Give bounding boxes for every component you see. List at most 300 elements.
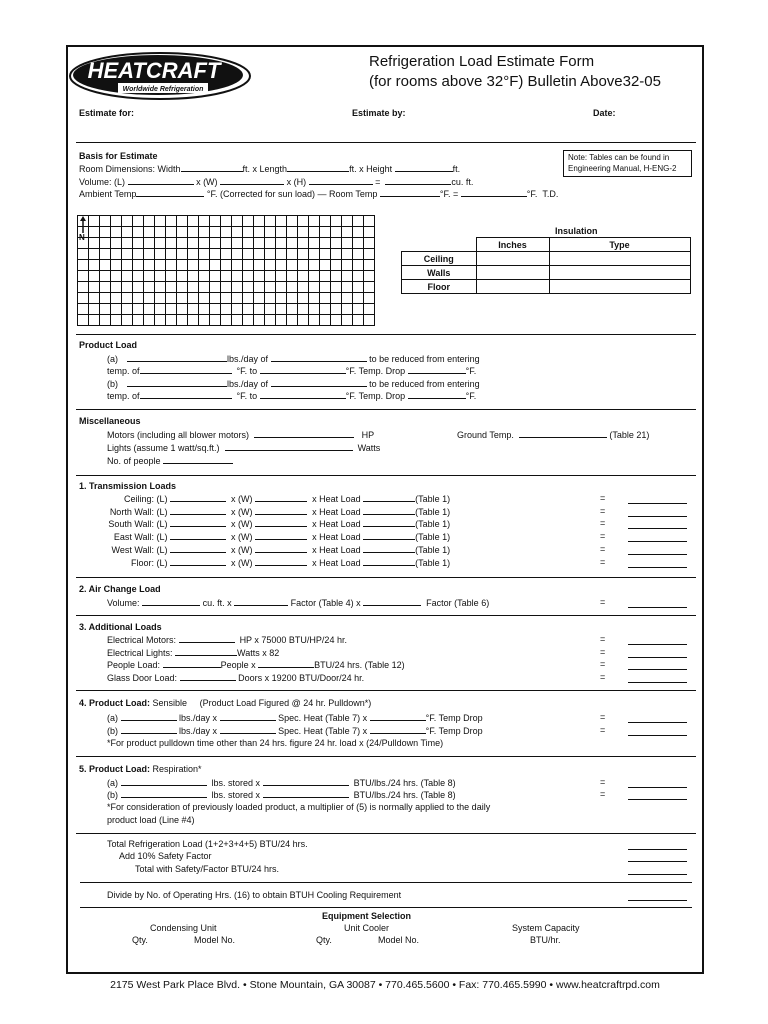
width-field[interactable] [255, 493, 307, 502]
grid-cell[interactable] [309, 304, 320, 315]
grid-cell[interactable] [254, 216, 265, 227]
grid-cell[interactable] [78, 282, 89, 293]
length-field[interactable] [170, 531, 226, 540]
grid-cell[interactable] [155, 249, 166, 260]
grid-cell[interactable] [342, 216, 353, 227]
people-input[interactable] [163, 659, 221, 668]
floor-inches-cell[interactable] [476, 280, 549, 294]
grid-cell[interactable] [232, 315, 243, 326]
grid-cell[interactable] [89, 227, 100, 238]
grid-cell[interactable] [144, 315, 155, 326]
grid-cell[interactable] [133, 271, 144, 282]
grid-cell[interactable] [155, 304, 166, 315]
grid-cell[interactable] [122, 227, 133, 238]
grid-cell[interactable] [232, 227, 243, 238]
grid-cell[interactable] [364, 282, 375, 293]
grid-cell[interactable] [210, 282, 221, 293]
resp-a-btu[interactable] [263, 777, 349, 786]
ambient-temp-field[interactable] [136, 188, 204, 197]
grid-cell[interactable] [309, 249, 320, 260]
grid-cell[interactable] [331, 227, 342, 238]
grid-cell[interactable] [353, 282, 364, 293]
grid-cell[interactable] [100, 249, 111, 260]
grid-cell[interactable] [199, 227, 210, 238]
grid-cell[interactable] [177, 216, 188, 227]
grid-cell[interactable] [210, 249, 221, 260]
btuh-field[interactable] [628, 892, 687, 901]
grid-cell[interactable] [199, 315, 210, 326]
grid-cell[interactable] [89, 293, 100, 304]
grid-cell[interactable] [342, 315, 353, 326]
grid-cell[interactable] [221, 238, 232, 249]
grid-cell[interactable] [232, 238, 243, 249]
grid-cell[interactable] [221, 315, 232, 326]
grid-cell[interactable] [254, 227, 265, 238]
grid-cell[interactable] [166, 238, 177, 249]
grid-cell[interactable] [122, 293, 133, 304]
grid-cell[interactable] [166, 282, 177, 293]
grid-cell[interactable] [144, 260, 155, 271]
grid-cell[interactable] [111, 315, 122, 326]
volume-l-field[interactable] [128, 176, 194, 185]
grid-cell[interactable] [243, 249, 254, 260]
grid-cell[interactable] [265, 282, 276, 293]
grid-cell[interactable] [188, 227, 199, 238]
grid-cell[interactable] [122, 282, 133, 293]
grid-cell[interactable] [199, 293, 210, 304]
grid-cell[interactable] [100, 216, 111, 227]
grid-cell[interactable] [133, 315, 144, 326]
width-field[interactable] [255, 557, 307, 566]
grid-cell[interactable] [199, 249, 210, 260]
sensible-b-lbs[interactable] [121, 725, 177, 734]
floor-plan-grid[interactable] [77, 215, 375, 326]
grid-cell[interactable] [188, 249, 199, 260]
sensible-a-result[interactable] [628, 714, 687, 723]
sensible-a-lbs[interactable] [121, 712, 177, 721]
grid-cell[interactable] [298, 282, 309, 293]
motors-hp-field[interactable] [254, 429, 354, 438]
product-b-drop-field[interactable] [408, 390, 466, 399]
heat-load-field[interactable] [363, 544, 415, 553]
ground-temp-field[interactable] [519, 429, 607, 438]
transmission-result[interactable] [628, 520, 687, 529]
sensible-a-drop[interactable] [370, 712, 426, 721]
grid-cell[interactable] [232, 216, 243, 227]
grid-cell[interactable] [177, 282, 188, 293]
volume-h-field[interactable] [309, 176, 373, 185]
grid-cell[interactable] [276, 315, 287, 326]
grid-cell[interactable] [155, 315, 166, 326]
transmission-result[interactable] [628, 533, 687, 542]
grid-cell[interactable] [89, 304, 100, 315]
resp-a-result[interactable] [628, 779, 687, 788]
grid-cell[interactable] [210, 238, 221, 249]
grid-cell[interactable] [287, 238, 298, 249]
grid-cell[interactable] [78, 293, 89, 304]
grid-cell[interactable] [298, 249, 309, 260]
grid-cell[interactable] [78, 304, 89, 315]
grid-cell[interactable] [122, 271, 133, 282]
grid-cell[interactable] [331, 271, 342, 282]
grid-cell[interactable] [265, 260, 276, 271]
width-field[interactable] [255, 531, 307, 540]
volume-total-field[interactable] [385, 176, 451, 185]
grid-cell[interactable] [232, 282, 243, 293]
grid-cell[interactable] [364, 238, 375, 249]
grid-cell[interactable] [342, 260, 353, 271]
grid-cell[interactable] [298, 315, 309, 326]
grid-cell[interactable] [221, 249, 232, 260]
grid-cell[interactable] [309, 282, 320, 293]
length-field[interactable] [287, 163, 349, 172]
grid-cell[interactable] [331, 216, 342, 227]
grid-cell[interactable] [309, 216, 320, 227]
grid-cell[interactable] [353, 216, 364, 227]
length-field[interactable] [170, 544, 226, 553]
grid-cell[interactable] [298, 304, 309, 315]
grid-cell[interactable] [364, 227, 375, 238]
grid-cell[interactable] [353, 293, 364, 304]
grid-cell[interactable] [111, 249, 122, 260]
air-volume-field[interactable] [142, 597, 200, 606]
grid-cell[interactable] [133, 304, 144, 315]
grid-cell[interactable] [320, 249, 331, 260]
grid-cell[interactable] [166, 304, 177, 315]
grid-cell[interactable] [276, 227, 287, 238]
resp-b-btu[interactable] [263, 789, 349, 798]
grid-cell[interactable] [298, 238, 309, 249]
grid-cell[interactable] [364, 315, 375, 326]
grid-cell[interactable] [111, 293, 122, 304]
total-load-field[interactable] [628, 841, 687, 850]
grid-cell[interactable] [100, 227, 111, 238]
grid-cell[interactable] [100, 238, 111, 249]
grid-cell[interactable] [298, 293, 309, 304]
transmission-result[interactable] [628, 508, 687, 517]
sensible-b-drop[interactable] [370, 725, 426, 734]
grid-cell[interactable] [111, 227, 122, 238]
grid-cell[interactable] [342, 304, 353, 315]
grid-cell[interactable] [298, 271, 309, 282]
grid-cell[interactable] [232, 271, 243, 282]
grid-cell[interactable] [188, 304, 199, 315]
grid-cell[interactable] [177, 238, 188, 249]
width-field[interactable] [181, 163, 243, 172]
grid-cell[interactable] [111, 260, 122, 271]
grid-cell[interactable] [100, 315, 111, 326]
grid-cell[interactable] [298, 216, 309, 227]
grid-cell[interactable] [265, 271, 276, 282]
grid-cell[interactable] [342, 249, 353, 260]
product-b-lbs-field[interactable] [127, 378, 227, 387]
grid-cell[interactable] [331, 304, 342, 315]
grid-cell[interactable] [188, 260, 199, 271]
grid-cell[interactable] [287, 249, 298, 260]
grid-cell[interactable] [122, 304, 133, 315]
additional-result[interactable] [628, 674, 687, 683]
grid-cell[interactable] [166, 260, 177, 271]
width-field[interactable] [255, 518, 307, 527]
grid-cell[interactable] [309, 271, 320, 282]
grid-cell[interactable] [353, 304, 364, 315]
length-field[interactable] [170, 518, 226, 527]
width-field[interactable] [255, 544, 307, 553]
air-factor6-field[interactable] [363, 597, 421, 606]
grid-cell[interactable] [254, 271, 265, 282]
grid-cell[interactable] [188, 293, 199, 304]
grid-cell[interactable] [265, 216, 276, 227]
grid-cell[interactable] [144, 238, 155, 249]
grid-cell[interactable] [320, 238, 331, 249]
grid-cell[interactable] [144, 304, 155, 315]
lights-watts-input[interactable] [175, 647, 237, 656]
grid-cell[interactable] [89, 260, 100, 271]
sensible-a-heat[interactable] [220, 712, 276, 721]
grid-cell[interactable] [287, 271, 298, 282]
grid-cell[interactable] [144, 282, 155, 293]
width-field[interactable] [255, 506, 307, 515]
grid-cell[interactable] [188, 315, 199, 326]
grid-cell[interactable] [265, 315, 276, 326]
grid-cell[interactable] [133, 293, 144, 304]
room-temp-field[interactable] [380, 188, 440, 197]
grid-cell[interactable] [221, 216, 232, 227]
grid-cell[interactable] [166, 249, 177, 260]
grid-cell[interactable] [309, 260, 320, 271]
grid-cell[interactable] [177, 304, 188, 315]
grid-cell[interactable] [364, 216, 375, 227]
grid-cell[interactable] [232, 304, 243, 315]
grid-cell[interactable] [89, 216, 100, 227]
grid-cell[interactable] [155, 271, 166, 282]
product-b-to-field[interactable] [260, 390, 346, 399]
grid-cell[interactable] [199, 271, 210, 282]
grid-cell[interactable] [243, 216, 254, 227]
grid-cell[interactable] [166, 271, 177, 282]
grid-cell[interactable] [342, 282, 353, 293]
grid-cell[interactable] [276, 304, 287, 315]
grid-cell[interactable] [144, 271, 155, 282]
grid-cell[interactable] [210, 260, 221, 271]
ceiling-type-cell[interactable] [549, 252, 690, 266]
grid-cell[interactable] [265, 293, 276, 304]
grid-cell[interactable] [177, 271, 188, 282]
product-a-lbs-field[interactable] [127, 353, 227, 362]
td-field[interactable] [461, 188, 527, 197]
grid-cell[interactable] [221, 282, 232, 293]
grid-cell[interactable] [221, 304, 232, 315]
grid-cell[interactable] [287, 315, 298, 326]
grid-cell[interactable] [111, 271, 122, 282]
grid-cell[interactable] [100, 293, 111, 304]
product-a-drop-field[interactable] [408, 365, 466, 374]
grid-cell[interactable] [155, 227, 166, 238]
grid-cell[interactable] [133, 282, 144, 293]
grid-cell[interactable] [100, 260, 111, 271]
grid-cell[interactable] [210, 304, 221, 315]
sensible-b-heat[interactable] [220, 725, 276, 734]
resp-a-lbs[interactable] [121, 777, 207, 786]
grid-cell[interactable] [342, 227, 353, 238]
grid-cell[interactable] [122, 249, 133, 260]
grid-cell[interactable] [199, 260, 210, 271]
grid-cell[interactable] [122, 238, 133, 249]
grid-cell[interactable] [111, 304, 122, 315]
grid-cell[interactable] [364, 304, 375, 315]
grid-cell[interactable] [320, 315, 331, 326]
grid-cell[interactable] [78, 271, 89, 282]
heat-load-field[interactable] [363, 518, 415, 527]
ceiling-inches-cell[interactable] [476, 252, 549, 266]
additional-result[interactable] [628, 661, 687, 670]
grid-cell[interactable] [166, 315, 177, 326]
grid-cell[interactable] [331, 249, 342, 260]
product-b-of-field[interactable] [271, 378, 367, 387]
grid-cell[interactable] [276, 238, 287, 249]
grid-cell[interactable] [342, 293, 353, 304]
grid-cell[interactable] [320, 227, 331, 238]
grid-cell[interactable] [199, 216, 210, 227]
grid-cell[interactable] [199, 304, 210, 315]
grid-cell[interactable] [309, 293, 320, 304]
grid-cell[interactable] [232, 260, 243, 271]
grid-cell[interactable] [155, 293, 166, 304]
grid-cell[interactable] [287, 282, 298, 293]
grid-cell[interactable] [254, 293, 265, 304]
grid-cell[interactable] [155, 260, 166, 271]
heat-load-field[interactable] [363, 506, 415, 515]
grid-cell[interactable] [364, 293, 375, 304]
grid-cell[interactable] [122, 260, 133, 271]
grid-cell[interactable] [100, 271, 111, 282]
grid-cell[interactable] [342, 238, 353, 249]
grid-cell[interactable] [89, 238, 100, 249]
resp-b-lbs[interactable] [121, 789, 207, 798]
grid-cell[interactable] [331, 238, 342, 249]
grid-cell[interactable] [276, 216, 287, 227]
grid-cell[interactable] [254, 260, 265, 271]
grid-cell[interactable] [287, 227, 298, 238]
grid-cell[interactable] [144, 216, 155, 227]
grid-cell[interactable] [265, 249, 276, 260]
grid-cell[interactable] [166, 216, 177, 227]
grid-cell[interactable] [89, 315, 100, 326]
grid-cell[interactable] [78, 249, 89, 260]
grid-cell[interactable] [232, 249, 243, 260]
grid-cell[interactable] [309, 315, 320, 326]
grid-cell[interactable] [298, 260, 309, 271]
grid-cell[interactable] [287, 304, 298, 315]
volume-w-field[interactable] [220, 176, 284, 185]
grid-cell[interactable] [133, 227, 144, 238]
grid-cell[interactable] [243, 238, 254, 249]
grid-cell[interactable] [287, 260, 298, 271]
grid-cell[interactable] [331, 260, 342, 271]
grid-cell[interactable] [133, 216, 144, 227]
heat-load-field[interactable] [363, 557, 415, 566]
transmission-result[interactable] [628, 559, 687, 568]
grid-cell[interactable] [287, 293, 298, 304]
product-a-of-field[interactable] [271, 353, 367, 362]
grid-cell[interactable] [254, 249, 265, 260]
grid-cell[interactable] [243, 282, 254, 293]
grid-cell[interactable] [188, 271, 199, 282]
grid-cell[interactable] [309, 238, 320, 249]
grid-cell[interactable] [243, 304, 254, 315]
grid-cell[interactable] [287, 216, 298, 227]
grid-cell[interactable] [243, 315, 254, 326]
grid-cell[interactable] [210, 315, 221, 326]
grid-cell[interactable] [89, 249, 100, 260]
length-field[interactable] [170, 557, 226, 566]
heat-load-field[interactable] [363, 531, 415, 540]
people-btu-input[interactable] [258, 659, 314, 668]
grid-cell[interactable] [331, 293, 342, 304]
grid-cell[interactable] [100, 304, 111, 315]
grid-cell[interactable] [320, 293, 331, 304]
grid-cell[interactable] [78, 315, 89, 326]
grid-cell[interactable] [353, 249, 364, 260]
grid-cell[interactable] [309, 227, 320, 238]
additional-result[interactable] [628, 649, 687, 658]
grid-cell[interactable] [243, 227, 254, 238]
grid-cell[interactable] [111, 238, 122, 249]
grid-cell[interactable] [133, 260, 144, 271]
walls-type-cell[interactable] [549, 266, 690, 280]
grid-cell[interactable] [265, 304, 276, 315]
grid-cell[interactable] [243, 293, 254, 304]
grid-cell[interactable] [232, 293, 243, 304]
grid-cell[interactable] [276, 282, 287, 293]
grid-cell[interactable] [177, 227, 188, 238]
people-count-field[interactable] [163, 455, 233, 464]
total-with-safety-field[interactable] [628, 866, 687, 875]
grid-cell[interactable] [221, 271, 232, 282]
lights-watts-field[interactable] [225, 442, 353, 451]
grid-cell[interactable] [221, 260, 232, 271]
grid-cell[interactable] [155, 282, 166, 293]
heat-load-field[interactable] [363, 493, 415, 502]
grid-cell[interactable] [243, 260, 254, 271]
grid-cell[interactable] [122, 315, 133, 326]
grid-cell[interactable] [78, 260, 89, 271]
grid-cell[interactable] [221, 293, 232, 304]
motors-hp-input[interactable] [179, 634, 235, 643]
sensible-b-result[interactable] [628, 727, 687, 736]
grid-cell[interactable] [353, 227, 364, 238]
grid-cell[interactable] [199, 282, 210, 293]
product-b-from-field[interactable] [140, 390, 232, 399]
grid-cell[interactable] [188, 216, 199, 227]
grid-cell[interactable] [210, 293, 221, 304]
doors-input[interactable] [180, 672, 236, 681]
grid-cell[interactable] [353, 315, 364, 326]
grid-cell[interactable] [331, 315, 342, 326]
grid-cell[interactable] [243, 271, 254, 282]
grid-cell[interactable] [276, 271, 287, 282]
grid-cell[interactable] [364, 260, 375, 271]
grid-cell[interactable] [144, 249, 155, 260]
grid-cell[interactable] [133, 249, 144, 260]
product-a-from-field[interactable] [140, 365, 232, 374]
product-a-to-field[interactable] [260, 365, 346, 374]
grid-cell[interactable] [177, 293, 188, 304]
height-field[interactable] [395, 163, 453, 172]
grid-cell[interactable] [254, 282, 265, 293]
air-factor4-field[interactable] [234, 597, 288, 606]
grid-cell[interactable] [177, 260, 188, 271]
